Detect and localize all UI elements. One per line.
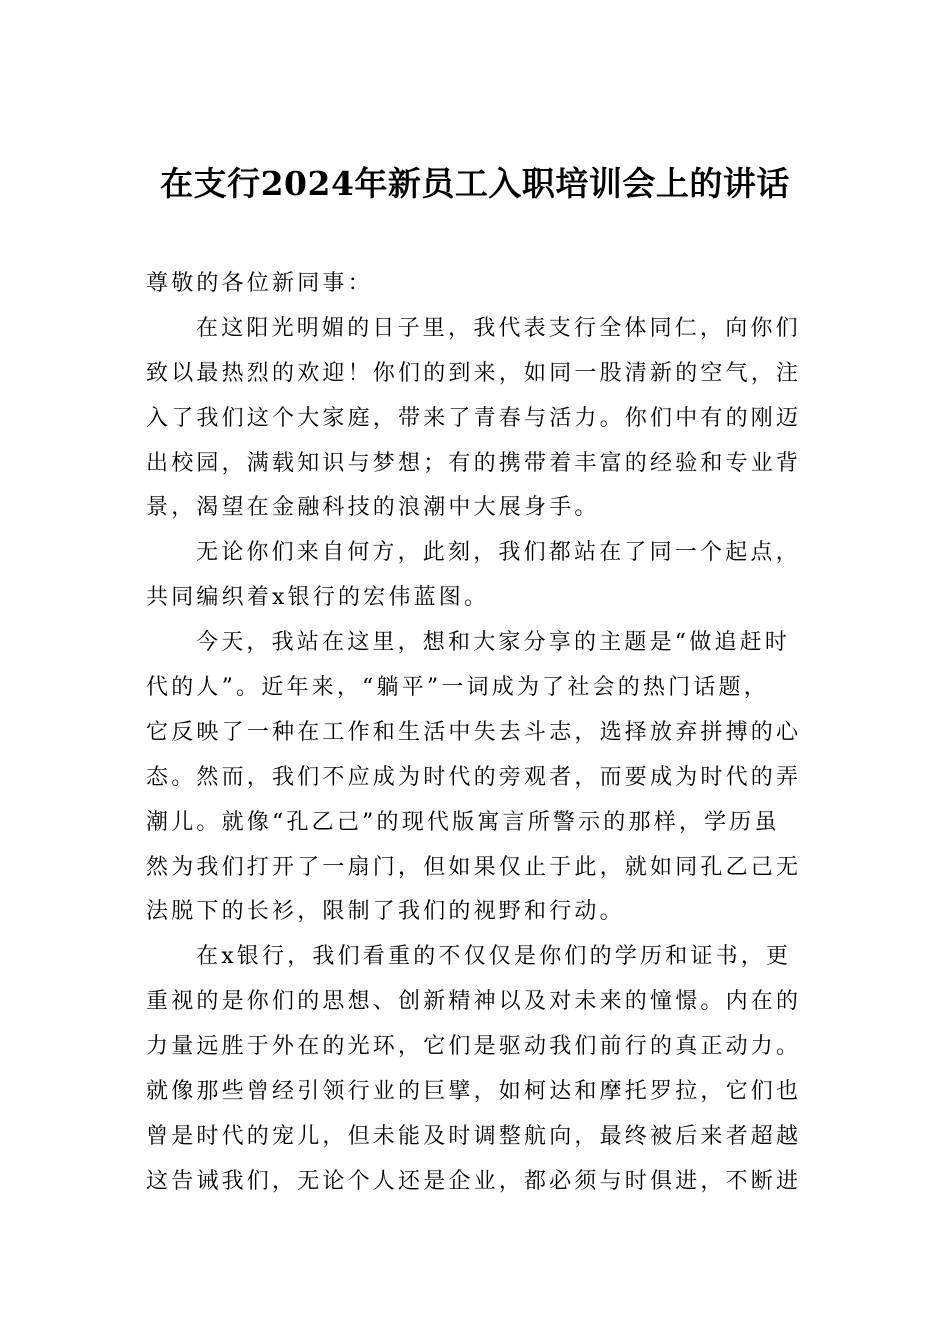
paragraph-4-line-2: 重视的是你们的思想、创新精神以及对未来的憧憬。内在的 bbox=[146, 989, 802, 1015]
salutation: 尊敬的各位新同事： bbox=[146, 271, 373, 296]
paragraph-1-line-4: 出校园，满载知识与梦想；有的携带着丰富的经验和专业背 bbox=[146, 450, 802, 476]
paragraph-4-line-3: 力量远胜于外在的光环，它们是驱动我们前行的真正动力。 bbox=[146, 1034, 802, 1060]
paragraph-4-line-6: 这告诫我们，无论个人还是企业，都必须与时俱进，不断进 bbox=[146, 1168, 802, 1194]
paragraph-3-line-6: 然为我们打开了一扇门，但如果仅止于此，就如同孔乙己无 bbox=[146, 854, 802, 880]
paragraph-3-line-2: 代的人”。近年来，“躺平”一词成为了社会的热门话题， bbox=[146, 675, 769, 701]
paragraph-1-line-1: 在这阳光明媚的日子里，我代表支行全体同仁，向你们 bbox=[196, 315, 801, 341]
paragraph-3-line-4: 态。然而，我们不应成为时代的旁观者，而要成为时代的弄 bbox=[146, 764, 802, 790]
paragraph-2-line-2: 共同编织着x银行的宏伟蓝图。 bbox=[146, 585, 490, 611]
paragraph-4-line-5: 曾是时代的宠儿，但未能及时调整航向，最终被后来者超越 bbox=[146, 1123, 802, 1149]
paragraph-3-line-3: 它反映了一种在工作和生活中失去斗志，选择放弃拼搏的心 bbox=[146, 719, 802, 745]
paragraph-1-line-5: 景，渴望在金融科技的浪潮中大展身手。 bbox=[146, 495, 600, 521]
paragraph-3-line-7: 法脱下的长衫，限制了我们的视野和行动。 bbox=[146, 899, 625, 925]
paragraph-2-line-1: 无论你们来自何方，此刻，我们都站在了同一个起点， bbox=[196, 540, 801, 566]
paragraph-4-line-1: 在x银行，我们看重的不仅仅是你们的学历和证书，更 bbox=[196, 944, 792, 970]
paragraph-3-line-1: 今天，我站在这里，想和大家分享的主题是“做追赶时 bbox=[196, 630, 791, 656]
document-body bbox=[146, 262, 810, 1205]
paragraph-1-line-3: 入了我们这个大家庭，带来了青春与活力。你们中有的刚迈 bbox=[146, 405, 802, 431]
document-title: 在支行2024年新员工入职培训会上的讲话 bbox=[160, 164, 790, 203]
paragraph-4-line-4: 就像那些曾经引领行业的巨擘，如柯达和摩托罗拉，它们也 bbox=[146, 1079, 802, 1105]
paragraph-3-line-5: 潮儿。就像“孔乙己”的现代版寓言所警示的那样，学历虽 bbox=[146, 809, 780, 835]
paragraph-1-line-2: 致以最热烈的欢迎！你们的到来，如同一股清新的空气，注 bbox=[146, 360, 802, 386]
